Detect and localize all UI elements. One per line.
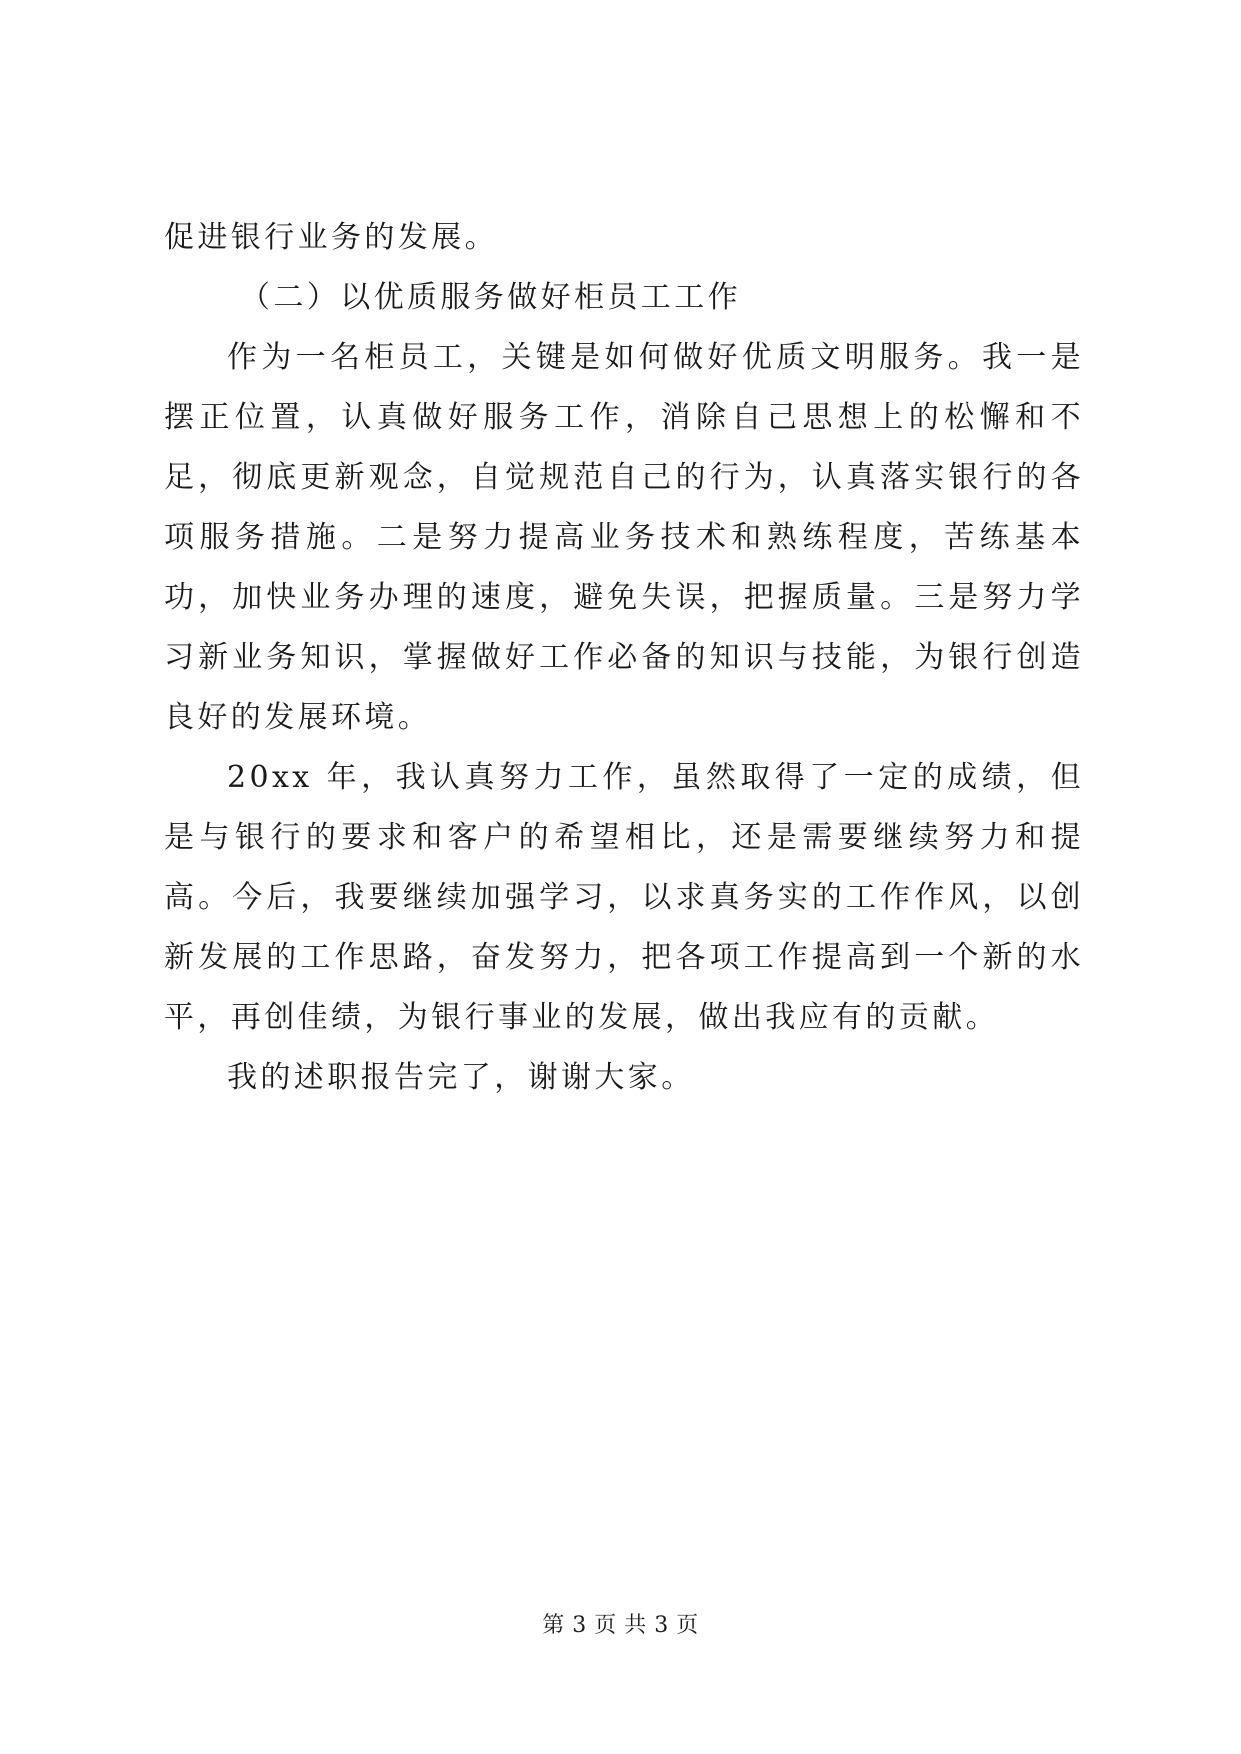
- paragraph-summary: 20xx 年，我认真努力工作，虽然取得了一定的成绩，但是与银行的要求和客户的希望相比，还是需要继续努力和提高。今后，我要继续加强学习，以求真务实的工作作风，以创新发展的工作思路，奋发努力，把各项工作提高到一个新的水平，再创佳绩，为银行事业的发展，做出我应有的贡献。: [164, 760, 1084, 1035]
- paragraph-continuation: 促进银行业务的发展。: [164, 220, 498, 255]
- paragraph-closing: 我的述职报告完了，谢谢大家。: [227, 1060, 695, 1095]
- page-footer: 第 3 页 共 3 页: [542, 1613, 699, 1638]
- section-heading: （二）以优质服务做好柜员工工作: [240, 280, 741, 315]
- document-body: [164, 208, 1084, 1108]
- paragraph-service: 作为一名柜员工，关键是如何做好优质文明服务。我一是摆正位置，认真做好服务工作，消除自己思想上的松懈和不足，彻底更新观念，自觉规范自己的行为，认真落实银行的各项服务措施。二是努力提高业务技术和熟练程度，苦练基本功，加快业务办理的速度，避免失误，把握质量。三是努力学习新业务知识，掌握做好工作必备的知识与技能，为银行创造良好的发展环境。: [164, 340, 1084, 735]
